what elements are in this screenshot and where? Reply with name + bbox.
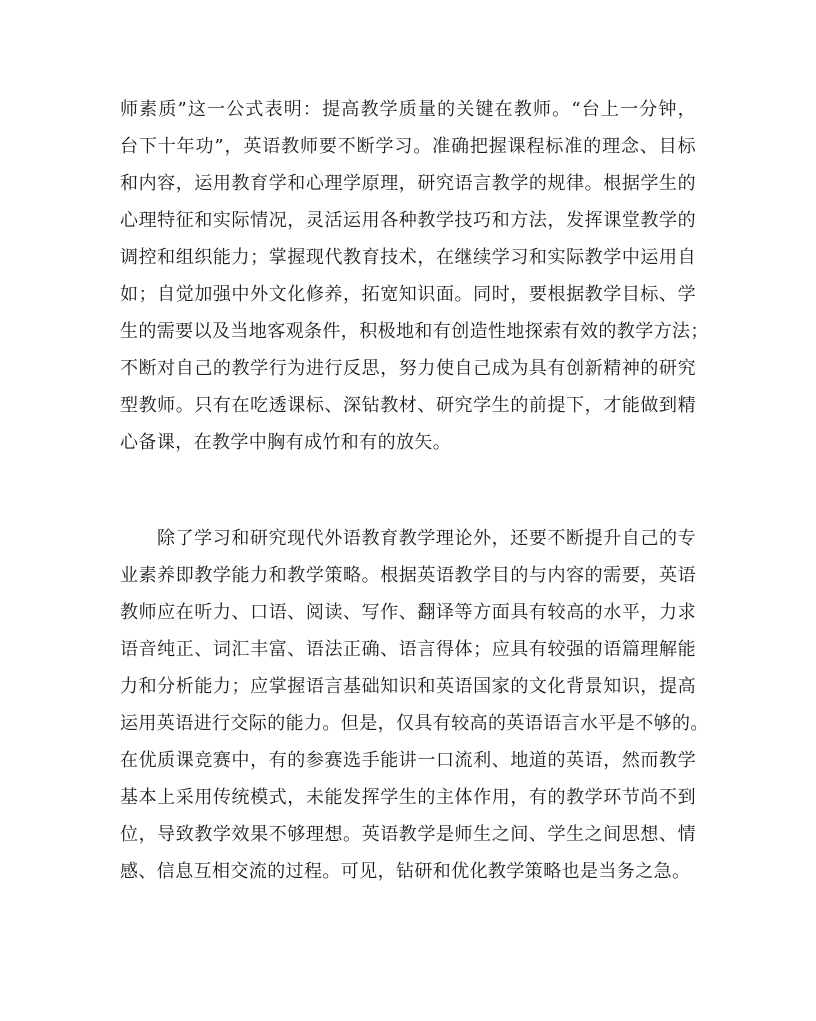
text-line: 在优质课竞赛中，有的参赛选手能讲一口流利、地道的英语，然而教学 xyxy=(120,750,696,771)
text-line: 业素养即教学能力和教学策略。根据英语教学目的与内容的需要，英语 xyxy=(120,565,696,586)
paragraph-last-line: 心备课，在教学中胸有成竹和有的放矢。 xyxy=(120,432,452,453)
text-line: 基本上采用传统模式，未能发挥学生的主体作用，有的教学环节尚不到 xyxy=(120,787,696,808)
text-line: 调控和组织能力；掌握现代教育技术，在继续学习和实际教学中运用自 xyxy=(120,247,696,268)
text-line: 和内容，运用教育学和心理学原理，研究语言教学的规律。根据学生的 xyxy=(120,173,696,194)
text-line: 不断对自己的教学行为进行反思，努力使自己成为具有创新精神的研究 xyxy=(120,358,696,379)
paragraph-last-line: 感、信息互相交流的过程。可见，钻研和优化教学策略也是当务之急。 xyxy=(120,861,691,882)
text-line: 如；自觉加强中外文化修养，拓宽知识面。同时，要根据教学目标、学 xyxy=(120,284,696,305)
text-line: 位，导致教学效果不够理想。英语教学是师生之间、学生之间思想、情 xyxy=(120,824,696,845)
text-line: 师素质”这一公式表明：提高教学质量的关键在教师。“台上一分钟， xyxy=(120,99,696,120)
text-line: 型教师。只有在吃透课标、深钻教材、研究学生的前提下，才能做到精 xyxy=(120,395,696,416)
text-line: 心理特征和实际情况，灵活运用各种教学技巧和方法，发挥课堂教学的 xyxy=(120,210,696,231)
text-line: 运用英语进行交际的能力。但是，仅具有较高的英语语言水平是不够的。 xyxy=(120,713,709,734)
text-line: 生的需要以及当地客观条件，积极地和有创造性地探索有效的教学方法； xyxy=(120,321,709,342)
text-line: 语音纯正、词汇丰富、语法正确、语言得体；应具有较强的语篇理解能 xyxy=(120,639,696,660)
text-line: 台下十年功”，英语教师要不断学习。准确把握课程标准的理念、目标 xyxy=(120,136,696,157)
text-line: 教师应在听力、口语、阅读、写作、翻译等方面具有较高的水平，力求 xyxy=(120,602,696,623)
paragraph-first-line: 除了学习和研究现代外语教育教学理论外，还要不断提升自己的专 xyxy=(157,528,696,549)
text-line: 力和分析能力；应掌握语言基础知识和英语国家的文化背景知识，提高 xyxy=(120,676,696,697)
